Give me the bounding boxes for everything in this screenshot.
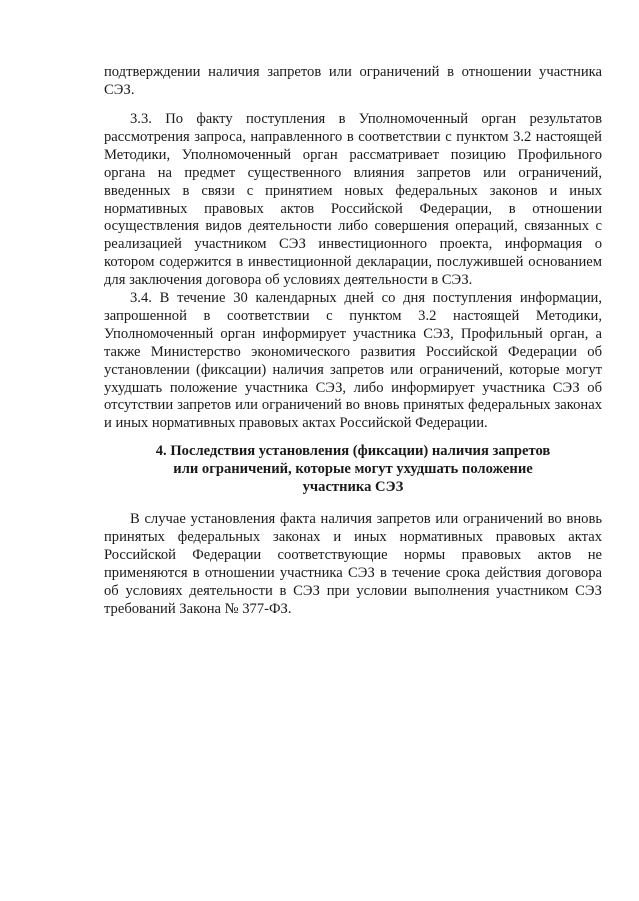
section-4-heading-line-1: 4. Последствия установления (фиксации) наличия запретов [155, 443, 551, 459]
paragraph-section-4: В случае установления факта наличия запретов или ограничений во вновь принятых федеральных законах и иных нормативных правовых актах Российской Федерации соответствующие нормы правовых актов не применяются в отношении участника СЭЗ в течение срока действия договора об условиях деятельности в СЭЗ при условии выполнения участником СЭЗ требований Закона № 377-ФЗ. [104, 511, 602, 617]
paragraph-3-3: 3.3. По факту поступления в Уполномоченный орган результатов рассмотрения запроса, направленного в соответствии с пунктом 3.2 настоящей Методики, Уполномоченный орган рассматривает позицию Профильного органа на предмет существенного влияния запретов или ограничений, введенных в связи с принятием новых федеральных законов и иных нормативных правовых актов Российской Федерации, в отношении осуществления видов деятельности либо совершения операций, связанных с реализацией участником СЭЗ инвестиционного проекта, информация о котором содержится в инвестиционной декларации, послужившей основанием для заключения договора об условиях деятельности в СЭЗ. [104, 111, 602, 289]
section-4-heading-line-3: участника СЭЗ [302, 478, 404, 495]
section-4-heading [104, 443, 602, 497]
paragraph-3-4: 3.4. В течение 30 календарных дней со дня поступления информации, запрошенной в соответствии с пунктом 3.2 настоящей Методики, Уполномоченный орган информирует участника СЭЗ, Профильный орган, а также Министерство экономического развития Российской Федерации об установлении (фиксации) наличия запретов или ограничений, которые могут ухудшать положение участника СЭЗ, либо информирует участника СЭЗ об отсутствии запретов или ограничений во вновь принятых федеральных законах и иных нормативных правовых актах Российской Федерации. [104, 290, 602, 432]
section-4-heading-line-2: или ограничений, которые могут ухудшать положение [173, 460, 533, 477]
paragraph-continuation: подтверждении наличия запретов или ограничений в отношении участника СЭЗ. [104, 64, 602, 98]
